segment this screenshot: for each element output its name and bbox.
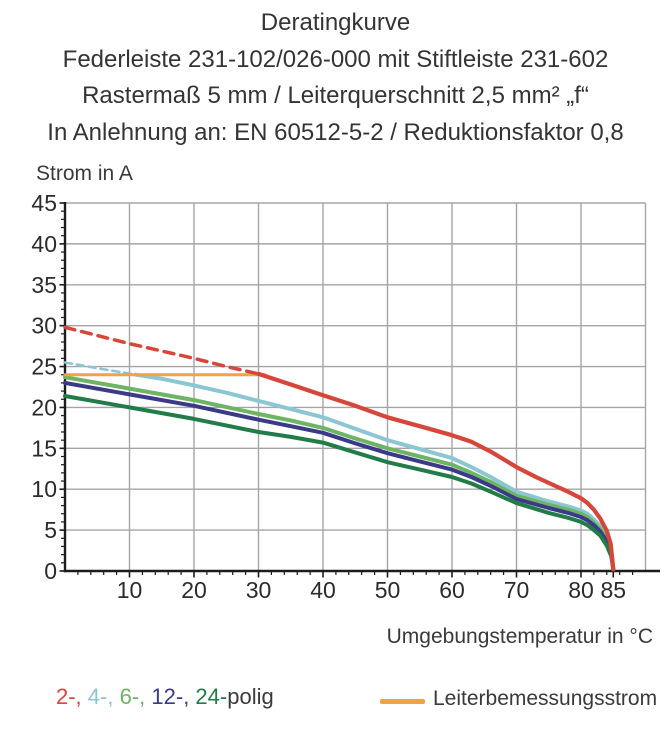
x-tick-label: 50 (374, 577, 401, 603)
x-tick-label: 85 (600, 577, 627, 603)
y-tick-label: 35 (31, 271, 57, 298)
legend-pole-label: 12-, (145, 684, 190, 709)
x-tick-label: 40 (310, 577, 336, 603)
legend-pole-label: 4-, (81, 684, 114, 709)
legend-pole-label: 2-, (56, 684, 82, 709)
rated-line-label: Leiterbemessungsstrom (433, 687, 658, 710)
y-tick-label: 15 (31, 435, 57, 462)
y-tick-label: 40 (31, 230, 57, 257)
curve-4-polig (65, 363, 136, 375)
chart-title-line-3: Rastermaß 5 mm / Leiterquerschnitt 2,5 mm² „f“ (82, 82, 589, 109)
rated-line-swatch (380, 699, 425, 704)
x-tick-label: 30 (245, 577, 272, 603)
x-tick-label: 10 (116, 577, 143, 603)
legend-pole-label: 24- (189, 684, 228, 709)
x-tick-label: 80 (568, 577, 594, 603)
poles-legend (56, 684, 274, 710)
x-tick-label: 60 (439, 577, 465, 603)
legend-pole-label: polig (227, 684, 274, 709)
legend-pole-label: 6-, (113, 684, 146, 709)
y-tick-label: 10 (31, 476, 57, 503)
chart-title-line-2: Federleiste 231-102/026-000 mit Stiftleiste 231-602 (62, 45, 609, 73)
y-tick-label: 30 (31, 312, 57, 339)
x-axis-title: Umgebungstemperatur in °C (386, 625, 653, 648)
chart-title-line-4: In Anlehnung an: EN 60512-5-2 / Reduktionsfaktor 0,8 (47, 118, 624, 146)
y-tick-label: 45 (31, 189, 57, 216)
chart-title-line-1: Deratingkurve (260, 9, 411, 36)
y-tick-label: 20 (31, 394, 57, 421)
y-tick-label: 25 (31, 353, 57, 380)
x-tick-label: 70 (503, 577, 530, 603)
y-axis-title: Strom in A (36, 162, 133, 185)
y-tick-label: 0 (44, 558, 57, 584)
x-tick-label: 20 (181, 577, 207, 603)
y-tick-label: 5 (44, 517, 57, 544)
